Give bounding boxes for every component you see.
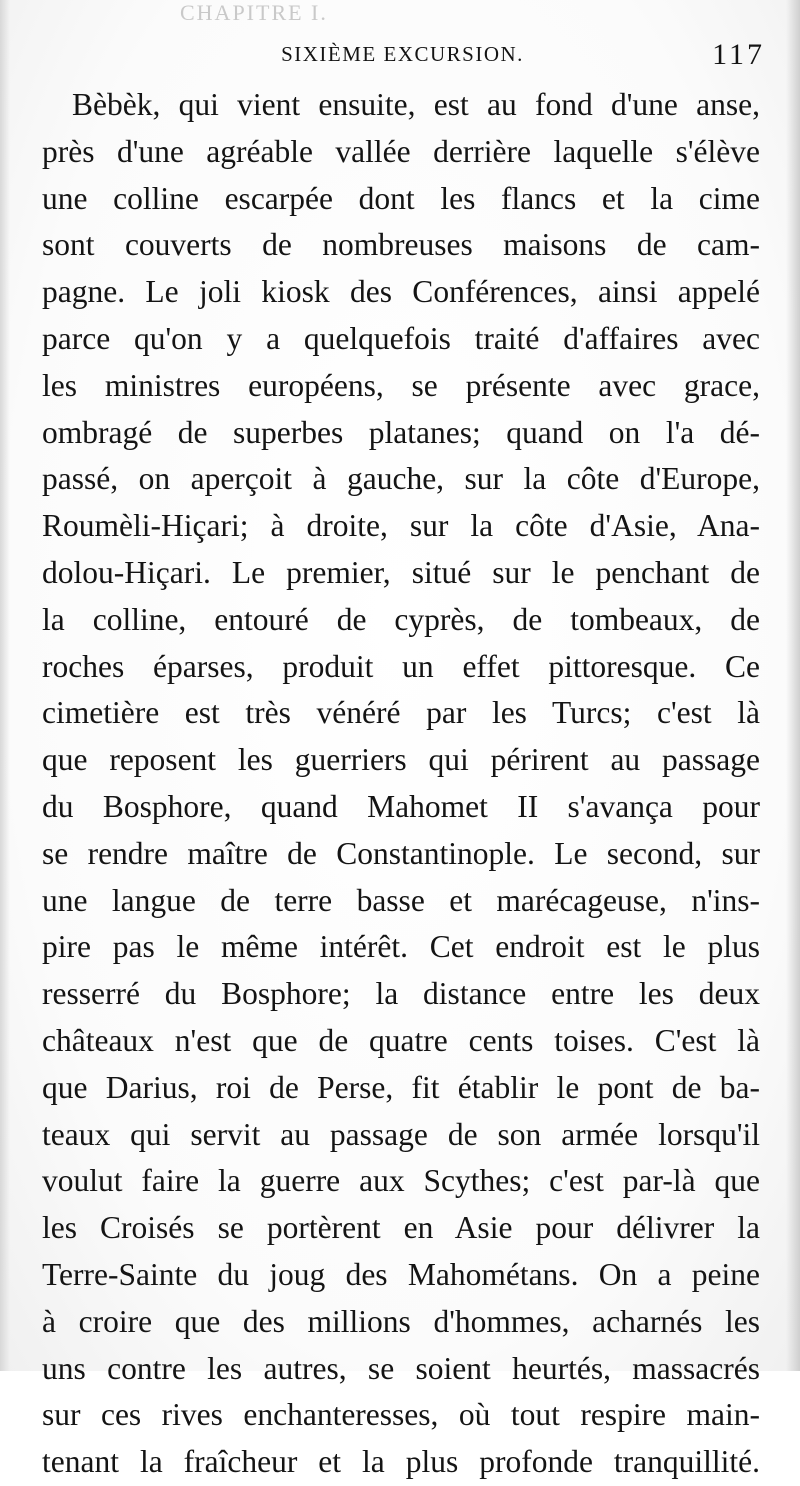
- page-header: [40, 38, 765, 82]
- text-line: tenant la fraîcheur et la plus profonde tranquillité.: [42, 1444, 760, 1480]
- text-line: du Bosphore, quand Mahomet II s'avança pour: [42, 788, 760, 824]
- text-line: passé, on aperçoit à gauche, sur la côte d'Europe,: [42, 461, 760, 497]
- running-head: SIXIÈME EXCURSION.: [281, 42, 524, 66]
- text-line: sont couverts de nombreuses maisons de cam-: [42, 227, 760, 263]
- text-line: Bèbèk, qui vient ensuite, est au fond d'une anse,: [72, 87, 760, 122]
- text-line: sur ces rives enchanteresses, où tout respire main-: [42, 1397, 760, 1433]
- text-line: uns contre les autres, se soient heurtés, massacrés: [42, 1350, 760, 1386]
- text-line: pire pas le même intérêt. Cet endroit est le plus: [42, 929, 760, 965]
- text-line: une colline escarpée dont les flancs et la cime: [42, 180, 760, 216]
- text-line: cimetière est très vénéré par les Turcs; c'est là: [42, 695, 760, 731]
- text-line: se rendre maître de Constantinople. Le second, sur: [42, 835, 760, 871]
- text-line: la colline, entouré de cyprès, de tombeaux, de: [42, 601, 760, 637]
- text-line: les Croisés se portèrent en Asie pour délivrer la: [42, 1210, 760, 1246]
- page-edge-shadow-left: [0, 0, 10, 1371]
- text-line: à croire que des millions d'hommes, acharnés les: [42, 1303, 760, 1339]
- bleed-through-text: CHAPITRE I.: [180, 0, 328, 25]
- text-line: voulut faire la guerre aux Scythes; c'est par-là que: [42, 1163, 760, 1199]
- text-line: près d'une agréable vallée derrière laquelle s'élève: [42, 133, 760, 169]
- page-number: 117: [712, 38, 765, 71]
- text-line: parce qu'on y a quelquefois traité d'affaires avec: [42, 320, 760, 356]
- body-text: [42, 82, 760, 1486]
- text-line: Terre-Sainte du joug des Mahométans. On a peine: [42, 1256, 760, 1292]
- text-line: Roumèli-Hiçari; à droite, sur la côte d'Asie, Ana-: [42, 508, 760, 544]
- text-line: ombragé de superbes platanes; quand on l'a dé-: [42, 414, 760, 450]
- text-line: châteaux n'est que de quatre cents toises. C'est là: [42, 1022, 760, 1058]
- text-line: les ministres européens, se présente avec grace,: [42, 367, 760, 403]
- page-edge-shadow-right: [786, 0, 800, 1371]
- text-line: que Darius, roi de Perse, fit établir le pont de ba-: [42, 1069, 760, 1105]
- text-line: roches éparses, produit un effet pittoresque. Ce: [42, 648, 760, 684]
- text-line: teaux qui servit au passage de son armée lorsqu'il: [42, 1116, 760, 1152]
- text-line: dolou-Hiçari. Le premier, situé sur le penchant de: [42, 554, 760, 590]
- text-line: pagne. Le joli kiosk des Conférences, ainsi appelé: [42, 274, 760, 310]
- text-line: une langue de terre basse et marécageuse, n'ins-: [42, 882, 760, 918]
- text-line: que reposent les guerriers qui périrent au passage: [42, 742, 760, 778]
- text-line: resserré du Bosphore; la distance entre les deux: [42, 976, 760, 1012]
